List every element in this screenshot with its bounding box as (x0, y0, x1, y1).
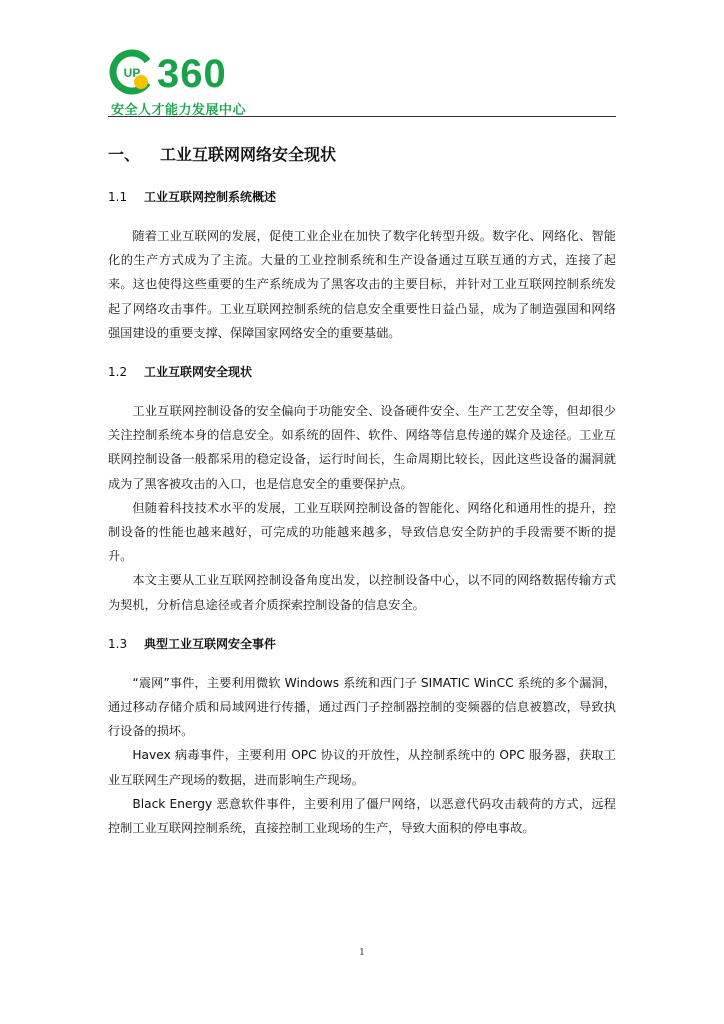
paragraph: Black Energy 恶意软件事件，主要利用了僵尸网络，以恶意代码攻击载荷的方式，远程控制工业互联网控制系统，直接控制工业现场的生产，导致大面积的停电事故。 (108, 796, 616, 836)
subsection-heading (108, 186, 616, 208)
subsection-1-1 (108, 186, 616, 345)
section-title: 工业互联网网络安全现状 (160, 145, 337, 164)
section-heading (108, 138, 616, 172)
subsection-number: 1.1 (108, 190, 128, 204)
header-divider (108, 116, 616, 117)
paragraph: 本文主要从工业互联网控制设备角度出发，以控制设备中心，以不同的网络数据传输方式为契机，分析信息途径或者介质探索控制设备的信息安全。 (108, 573, 616, 612)
subsection-title: 工业互联网安全现状 (144, 365, 253, 380)
logo-badge: UP (123, 66, 141, 80)
paragraph: “震网”事件，主要利用微软 Windows 系统和西门子 SIMATIC WinCC 系统的多个漏洞，通过移动存储介质和局域网进行传播，通过西门子控制器控制的变频器的信息被篡改，导致执行设备的损坏。 (108, 675, 616, 739)
360-logo (108, 48, 268, 96)
subsection-heading (108, 633, 616, 655)
section-number: 一、 (108, 145, 141, 164)
subsection-number: 1.3 (108, 636, 128, 651)
paragraph: 但随着科技技术水平的发展，工业互联网控制设备的智能化、网络化和通用性的提升，控制设备的性能也越来越好，可完成的功能越来越多，导致信息安全防护的手段需要不断的提升。 (108, 500, 616, 564)
page-number: 1 (359, 948, 365, 958)
subsection-1-3 (108, 633, 616, 840)
org-name: 安全人才能力发展中心 (111, 103, 247, 118)
paragraph: 随着工业互联网的发展，促使工业企业在加快了数字化转型升级。数字化、网络化、智能化的生产方式成为了主流。大量的工业控制系统和生产设备通过互联互通的方式，连接了起来。这也使得这些重要的生产系统成为了黑客攻击的主要目标，并针对工业互联网控制系统发起了网络攻击事件。工业互联网控制系统的信息安全重要性日益凸显，成为了制造强国和网络强国建设的重要支撑、保障国家网络安全的重要基础。 (108, 229, 616, 340)
document-body (108, 138, 616, 856)
logo-text: 360 (157, 52, 227, 96)
subsection-title: 工业互联网控制系统概述 (144, 190, 277, 204)
subsection-heading (108, 361, 616, 383)
subsection-1-2 (108, 361, 616, 617)
page-header (108, 48, 616, 118)
subsection-number: 1.2 (108, 365, 128, 380)
paragraph: Havex 病毒事件，主要利用 OPC 协议的开放性，从控制系统中的 OPC 服务器，获取工业互联网生产现场的数据，进而影响生产现场。 (108, 748, 616, 787)
subsection-title: 典型工业互联网安全事件 (144, 636, 277, 651)
paragraph: 工业互联网控制设备的安全偏向于功能安全、设备硬件安全、生产工艺安全等，但却很少关注控制系统本身的信息安全。如系统的固件、软件、网络等信息传递的媒介及途径。工业互联网控制设备一般都采用的稳定设备，运行时间长，生命周期比较长，因此这些设备的漏洞就成为了黑客被攻击的入口，也是信息安全的重要保护点。 (108, 404, 616, 491)
